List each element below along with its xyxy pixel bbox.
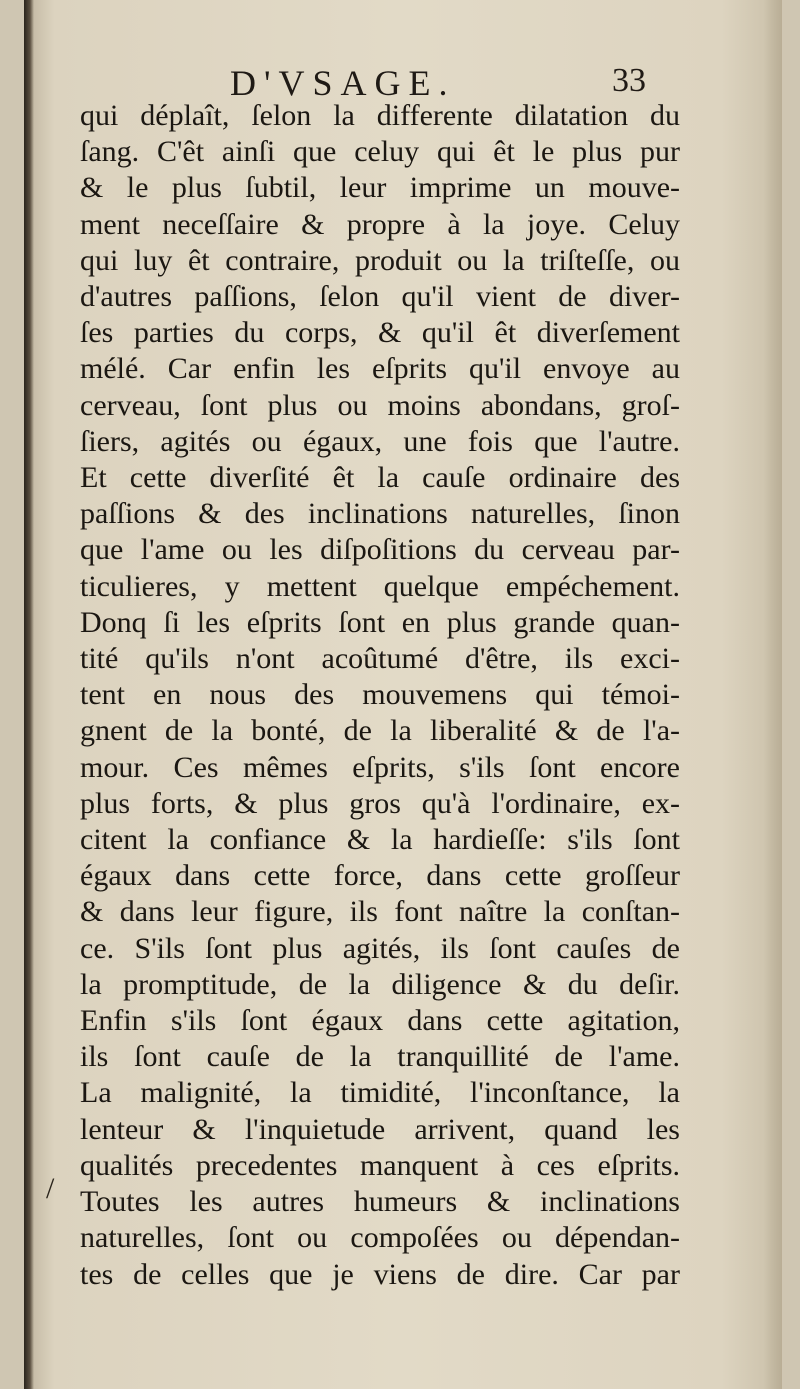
text-line: citent la confiance & la hardieſſe: s'ils ſont bbox=[80, 823, 680, 857]
text-line: lenteur & l'inquietude arrivent, quand les bbox=[80, 1112, 680, 1146]
text-line: qui déplaît, ſelon la differente dilatation du bbox=[80, 99, 680, 132]
text-line: gnent de la bonté, de la liberalité & de l'a- bbox=[80, 714, 680, 748]
text-line: Et cette diverſité êt la cauſe ordinaire des bbox=[80, 461, 680, 495]
text-line: ils ſont cauſe de la tranquillité de l'ame. bbox=[80, 1040, 680, 1074]
text-line: plus forts, & plus gros qu'à l'ordinaire, ex- bbox=[80, 786, 680, 820]
text-line: paſſions & des inclinations naturelles, ſinon bbox=[80, 497, 680, 531]
text-line: d'autres paſſions, ſelon qu'il vient de diver- bbox=[80, 280, 680, 314]
text-line: ſes parties du corps, & qu'il êt diverſement bbox=[80, 316, 680, 350]
text-line: que l'ame ou les diſpoſitions du cerveau par- bbox=[80, 533, 680, 567]
page-edge-shadow bbox=[764, 0, 782, 1389]
text-line: naturelles, ſont ou compoſées ou dépendan- bbox=[80, 1221, 680, 1255]
text-line: tes de celles que je viens de dire. Car par bbox=[80, 1257, 680, 1291]
text-line: ſang. C'êt ainſi que celuy qui êt le plus pur bbox=[80, 135, 680, 169]
body-text bbox=[80, 98, 680, 1293]
text-line: ment neceſſaire & propre à la joye. Celuy bbox=[80, 207, 680, 241]
page-number: 33 bbox=[612, 62, 646, 99]
text-line: la promptitude, de la diligence & du deſir. bbox=[80, 967, 680, 1001]
text-line: tent en nous des mouvemens qui témoi- bbox=[80, 678, 680, 712]
text-line: & dans leur figure, ils font naître la conſtan- bbox=[80, 895, 680, 929]
text-line: mour. Ces mêmes eſprits, s'ils ſont encore bbox=[80, 750, 680, 784]
book-spine-shadow bbox=[24, 0, 34, 1389]
margin-slash-mark: / bbox=[46, 1172, 55, 1205]
text-line: ticulieres, y mettent quelque empéchement. bbox=[80, 569, 680, 603]
text-line: Toutes les autres humeurs & inclinations bbox=[80, 1185, 680, 1219]
text-line: mélé. Car enfin les eſprits qu'il envoye au bbox=[80, 352, 680, 386]
text-line: égaux dans cette force, dans cette groſſeur bbox=[80, 859, 680, 893]
text-line: & le plus ſubtil, leur imprime un mouve- bbox=[80, 171, 680, 205]
text-line: tité qu'ils n'ont acoûtumé d'être, ils exci- bbox=[80, 642, 680, 676]
text-line: ce. S'ils ſont plus agités, ils ſont cauſes de bbox=[80, 931, 680, 965]
text-line: ſiers, agités ou égaux, une fois que l'autre. bbox=[80, 424, 680, 458]
running-head: D'VSAGE. bbox=[230, 63, 456, 103]
text-line: qui luy êt contraire, produit ou la triſteſſe, ou bbox=[80, 243, 680, 277]
text-line: cerveau, ſont plus ou moins abondans, groſ- bbox=[80, 388, 680, 422]
text-line: Enfin s'ils ſont égaux dans cette agitation, bbox=[80, 1004, 680, 1038]
text-line: qualités precedentes manquent à ces eſprits. bbox=[80, 1148, 680, 1182]
text-line: Donq ſi les eſprits ſont en plus grande quan- bbox=[80, 605, 680, 639]
text-line: La malignité, la timidité, l'inconſtance, la bbox=[80, 1076, 680, 1110]
